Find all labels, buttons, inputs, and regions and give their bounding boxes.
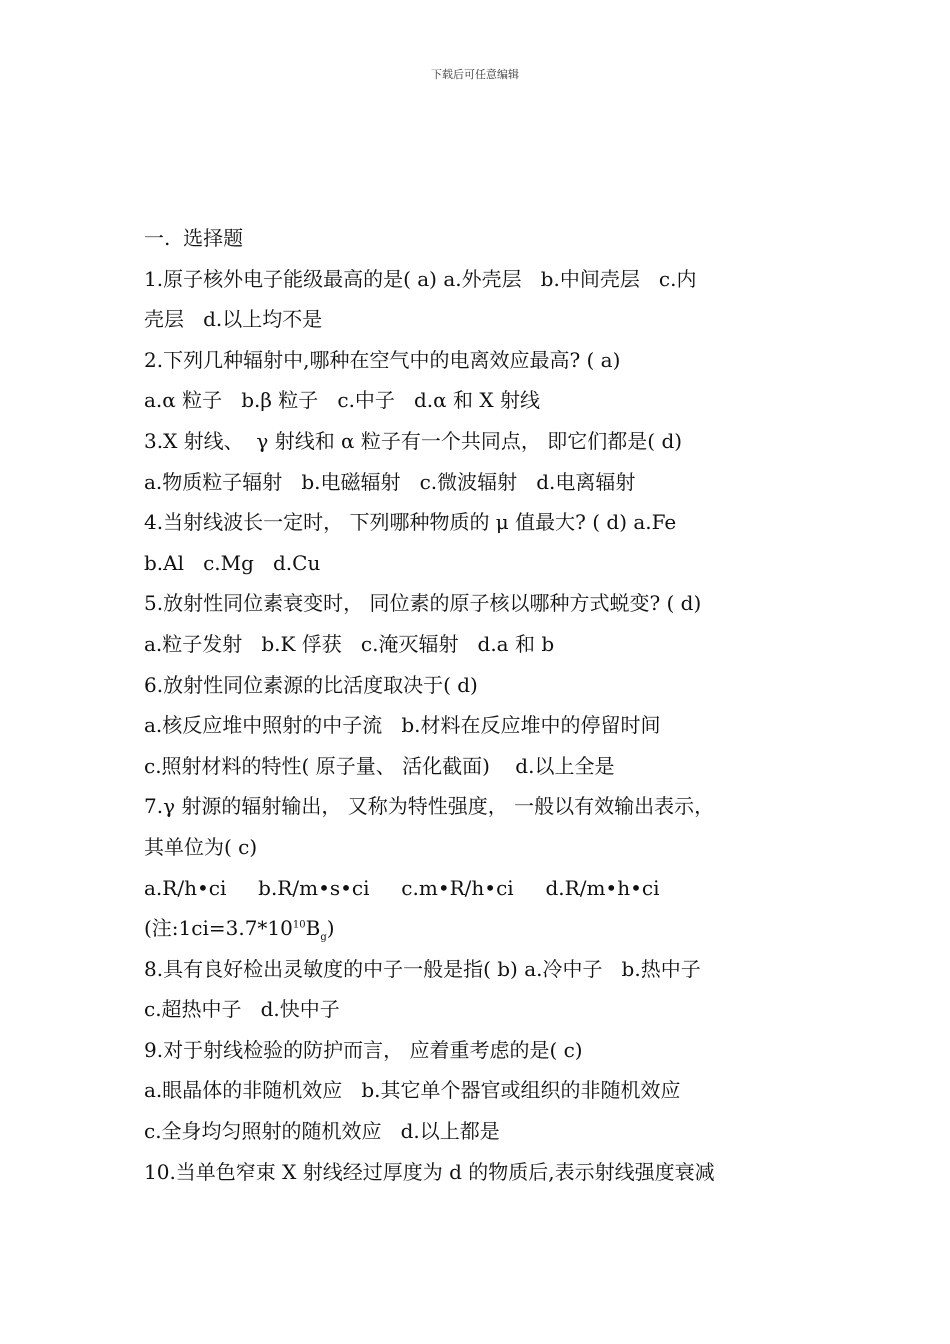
question-line: 壳层 d.以上均不是 [144,307,323,332]
question-line: 7.γ 射源的辐射输出， 又称为特性强度， 一般以有效输出表示， [144,794,715,819]
note-unit-subscript: g [320,932,327,944]
question-line: a.物质粒子辐射 b.电磁辐射 c.微波辐射 d.电离辐射 [144,469,636,494]
question-line: c.全身均匀照射的随机效应 d.以上都是 [144,1119,500,1144]
section-title: 一. 选择题 [144,226,244,250]
question-line: 其单位为( c) [144,834,258,859]
question-line: a.核反应堆中照射的中子流 b.材料在反应堆中的停留时间 [144,713,661,738]
note-unit: B [305,916,321,941]
question-line: 3.X 射线、 γ 射线和 α 粒子有一个共同点， 即它们都是( d) [144,428,683,453]
question-line: 10.当单色窄束 X 射线经过厚度为 d 的物质后,表示射线强度衰减 [144,1159,715,1184]
question-line: c.超热中子 d.快中子 [144,997,340,1022]
question-line: c.照射材料的特性( 原子量、 活化截面) d.以上全是 [144,753,615,778]
note-line [144,908,814,949]
question-line: 6.放射性同位素源的比活度取决于( d) [144,672,478,697]
question-line: a.眼晶体的非随机效应 b.其它单个器官或组织的非随机效应 [144,1078,681,1103]
note-suffix: ) [326,916,335,941]
question-line: 1.原子核外电子能级最高的是( a) a.外壳层 b.中间壳层 c.内 [144,266,697,291]
page-header: 下载后可任意编辑 [431,68,519,81]
question-line: 2.下列几种辐射中,哪种在空气中的电离效应最高? ( a) [144,347,621,372]
note-prefix: (注:1ci=3.7*10 [144,916,293,941]
question-line: 8.具有良好检出灵敏度的中子一般是指( b) a.冷中子 b.热中子 [144,956,701,981]
question-line: 5.放射性同位素衰变时， 同位素的原子核以哪种方式蜕变? ( d) [144,591,702,616]
note-exponent: 10 [292,919,306,931]
question-line: a.α 粒子 b.β 粒子 c.中子 d.α 和 X 射线 [144,388,540,413]
question-line: a.R/h•ci b.R/m•s•ci c.m•R/h•ci d.R/m•h•ci [144,875,660,900]
question-line: 4.当射线波长一定时， 下列哪种物质的 μ 值最大? ( d) a.Fe [144,510,677,535]
question-line: b.Al c.Mg d.Cu [144,550,321,575]
question-line: 9.对于射线检验的防护而言， 应着重考虑的是( c) [144,1037,583,1062]
document-body [144,218,814,1192]
question-line: a.粒子发射 b.K 俘获 c.淹灭辐射 d.a 和 b [144,631,555,656]
